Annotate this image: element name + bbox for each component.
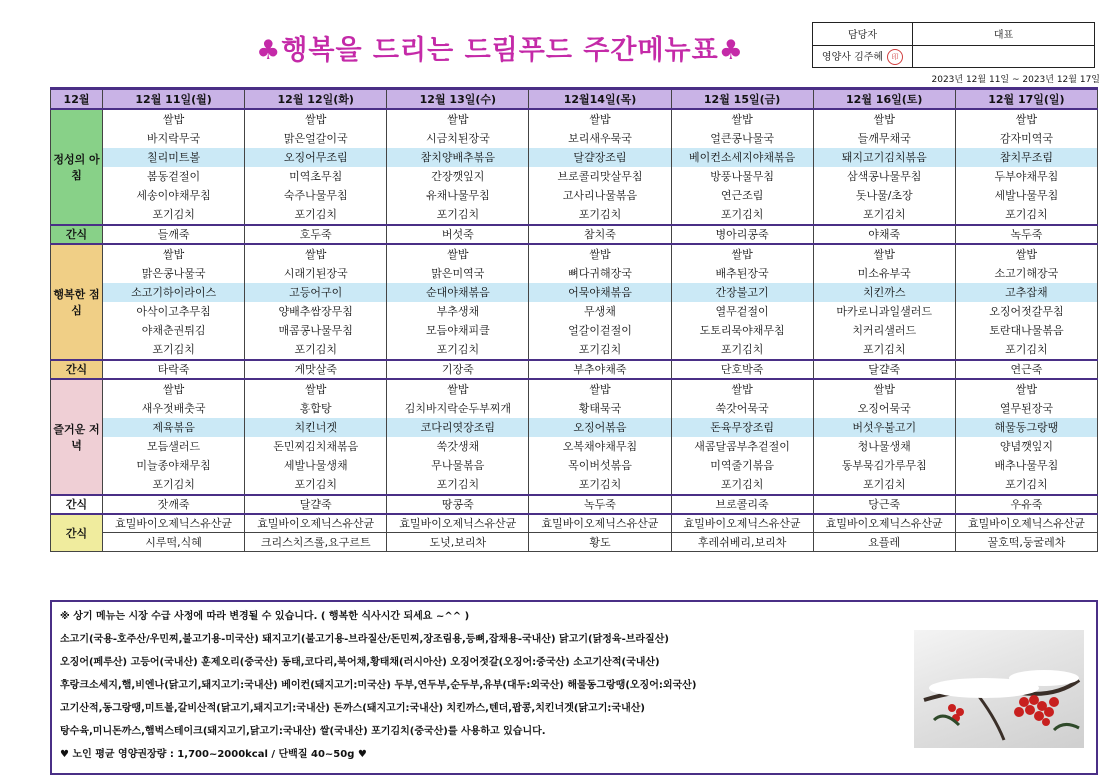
menu-item: 세송이야채무침 [136, 188, 211, 202]
weekly-menu-table [50, 87, 1098, 552]
menu-item: 바지락무국 [147, 131, 201, 145]
notice-line: ※ 상기 메뉴는 시장 수급 사정에 따라 변경될 수 있습니다. ( 행복한 식사시간 되세요 ~^^ ) [60, 611, 470, 622]
snack-cell: 녹두죽 [529, 495, 671, 514]
menu-item: 모듬샐러드 [147, 439, 201, 453]
menu-item: 미소유부국 [857, 266, 911, 280]
menu-item: 돈육무장조림 [672, 418, 813, 437]
menu-item: 세발나물생채 [283, 458, 348, 472]
meal-cell [529, 109, 671, 225]
menu-item: 쌀밥 [731, 247, 753, 261]
menu-item: 미역줄기볶음 [710, 458, 774, 472]
menu-item: 감자미역국 [999, 131, 1053, 145]
menu-item: 해물동그랑땡 [956, 418, 1097, 437]
snack-row-1 [51, 225, 1098, 244]
snack-cell: 요플레 [813, 533, 955, 552]
dinner-label: 즐거운 저녁 [51, 379, 103, 495]
breakfast-row [51, 109, 1098, 225]
seal-stamp: 印 [887, 49, 903, 65]
menu-item: 청나물생채 [857, 439, 911, 453]
meal-cell [103, 244, 245, 360]
month-header: 12월 [51, 89, 103, 109]
snack-cell: 시루떡,식혜 [103, 533, 245, 552]
menu-item: 치커리샐러드 [852, 323, 917, 337]
origin-line: 고기산적,동그랑땡,미트볼,갈비산적(닭고기,돼지고기:국내산) 돈까스(돼지고기:국내산) 치킨까스,텐더,팝콩,치킨너겟(닭고기:국내산) [60, 703, 645, 714]
menu-item: 열무된장국 [999, 401, 1053, 415]
menu-item: 부추생채 [436, 304, 480, 318]
menu-item: 삼색콩나물무침 [847, 169, 922, 183]
meal-cell [387, 379, 529, 495]
menu-item: 토란대나물볶음 [989, 323, 1064, 337]
menu-item: 열무겉절이 [715, 304, 769, 318]
menu-item: 시금치된장국 [425, 131, 490, 145]
snack-row-3 [51, 495, 1098, 514]
menu-item: 봄동겉절이 [147, 169, 201, 183]
day-header: 12월 15일(금) [671, 89, 813, 109]
snack-cell: 호두죽 [245, 225, 387, 244]
meal-cell [671, 109, 813, 225]
meal-cell [245, 109, 387, 225]
menu-item: 제육볶음 [103, 418, 244, 437]
menu-item: 포기김치 [152, 477, 195, 491]
menu-item: 새콤달콤부추겉절이 [694, 439, 790, 453]
menu-item: 모듬야채피클 [425, 323, 490, 337]
menu-item: 쌀밥 [589, 247, 611, 261]
approval-label-manager: 담당자 [813, 23, 913, 46]
snack-cell: 효밀바이오제닉스유산균 [529, 514, 671, 533]
snack-cell: 후레쉬베리,보리차 [671, 533, 813, 552]
menu-item: 배추나물무침 [994, 458, 1059, 472]
meal-cell [671, 244, 813, 360]
snack-cell: 기장죽 [387, 360, 529, 379]
snack-cell: 꿀호떡,둥굴레차 [955, 533, 1097, 552]
menu-item: 포기김치 [1005, 207, 1048, 221]
menu-item: 참치무조림 [956, 148, 1097, 167]
menu-item: 쑥갓생채 [436, 439, 480, 453]
menu-item: 숙주나물무침 [283, 188, 348, 202]
menu-item: 오징어젓갈무침 [989, 304, 1064, 318]
snack-cell: 효밀바이오제닉스유산균 [955, 514, 1097, 533]
snack-cell: 달걀죽 [245, 495, 387, 514]
menu-item: 소고기하이라이스 [103, 283, 244, 302]
meal-cell [103, 379, 245, 495]
menu-item: 치킨까스 [814, 283, 955, 302]
snack-cell: 크리스치즈롤,요구르트 [245, 533, 387, 552]
meal-cell [387, 109, 529, 225]
menu-item: 쌀밥 [731, 382, 753, 396]
menu-item: 쌀밥 [305, 112, 327, 126]
snack-label: 간식 [51, 225, 103, 244]
meal-cell [245, 379, 387, 495]
menu-item: 포기김치 [720, 342, 764, 356]
snack-cell: 참치죽 [529, 225, 671, 244]
menu-item: 포기김치 [862, 207, 906, 221]
menu-item: 브로콜리맛살무침 [557, 169, 643, 183]
menu-item: 미역초무침 [289, 169, 343, 183]
notice-box [50, 600, 1098, 775]
menu-item: 포기김치 [294, 342, 337, 356]
meal-cell [813, 379, 955, 495]
origin-line: 후랑크소세지,햄,비엔나(닭고기,돼지고기:국내산) 베이컨(돼지고기:미국산) 두부,연두부,순두부,유부(대두:외국산) 해물동그랑땡(오징어:외국산) [60, 680, 697, 691]
snack-cell: 도넛,보리차 [387, 533, 529, 552]
approval-box [812, 22, 1095, 68]
origin-line: 소고기(국용-호주산/우민찌,불고기용-미국산) 돼지고기(불고기용-브라질산/돈민찌,장조림용,등뼈,잡채용-국내산) 닭고기(닭정육-브라질산) [60, 634, 669, 645]
header-row [51, 89, 1098, 109]
menu-item: 맑은미역국 [431, 266, 485, 280]
menu-item: 미늘종야채무침 [136, 458, 211, 472]
menu-item: 포기김치 [152, 207, 195, 221]
snack-cell: 당근죽 [813, 495, 955, 514]
menu-item: 고사리나물볶음 [562, 188, 638, 202]
menu-item: 포기김치 [436, 342, 480, 356]
snack-cell: 황도 [529, 533, 671, 552]
menu-item: 두부야채무침 [994, 169, 1059, 183]
snack-cell: 부추야채죽 [529, 360, 671, 379]
menu-item: 버섯우불고기 [814, 418, 955, 437]
menu-item: 포기김치 [152, 342, 195, 356]
approval-label-ceo: 대표 [913, 23, 1095, 46]
menu-item: 간장불고기 [672, 283, 813, 302]
menu-item: 뼈다귀해장국 [568, 266, 632, 280]
winter-berries-photo [914, 630, 1084, 748]
menu-item: 오징어묵국 [857, 401, 911, 415]
snack-cell: 게맛살죽 [245, 360, 387, 379]
menu-item: 쌀밥 [162, 247, 185, 261]
menu-item: 돗나물/초장 [855, 188, 913, 202]
snack-row-4a [51, 514, 1098, 533]
snack-cell: 야채죽 [813, 225, 955, 244]
day-header: 12월14일(목) [529, 89, 671, 109]
menu-item: 쌀밥 [162, 112, 185, 126]
menu-item: 오복채야채무침 [562, 439, 638, 453]
snack-cell: 단호박죽 [671, 360, 813, 379]
meal-cell [529, 244, 671, 360]
menu-item: 쌀밥 [589, 382, 611, 396]
lunch-row [51, 244, 1098, 360]
menu-item: 소고기해장국 [994, 266, 1059, 280]
meal-cell [529, 379, 671, 495]
day-header: 12월 11일(월) [103, 89, 245, 109]
meal-cell [813, 109, 955, 225]
menu-item: 쌀밥 [873, 112, 895, 126]
menu-item: 쌀밥 [447, 247, 469, 261]
menu-item: 쌀밥 [873, 382, 895, 396]
day-header: 12월 13일(수) [387, 89, 529, 109]
menu-item: 새우젓배춧국 [141, 401, 206, 415]
snack-cell: 잣깨죽 [103, 495, 245, 514]
menu-item: 도토리묵야채무침 [699, 323, 785, 337]
menu-item: 순대야채볶음 [387, 283, 528, 302]
menu-item: 고등어구이 [245, 283, 386, 302]
menu-item: 무생채 [584, 304, 616, 318]
snack-label: 간식 [51, 360, 103, 379]
meal-cell [955, 109, 1097, 225]
menu-item: 포기김치 [862, 342, 906, 356]
menu-item: 쌀밥 [589, 112, 611, 126]
menu-item: 얼큰콩나물국 [710, 131, 774, 145]
snack-label: 간식 [51, 495, 103, 514]
snack-row-4b [51, 533, 1098, 552]
menu-item: 쌀밥 [873, 247, 895, 261]
menu-item: 돼지고기김치볶음 [814, 148, 955, 167]
meal-cell [245, 244, 387, 360]
menu-item: 달걀장조림 [529, 148, 670, 167]
menu-item: 쌀밥 [447, 382, 469, 396]
menu-item: 배추된장국 [715, 266, 769, 280]
snack-cell: 효밀바이오제닉스유산균 [103, 514, 245, 533]
menu-item: 얼갈이겉절이 [568, 323, 632, 337]
menu-item: 매콤콩나물무침 [278, 323, 353, 337]
menu-item: 쌀밥 [1015, 247, 1038, 261]
menu-item: 쌀밥 [162, 382, 185, 396]
date-range: 2023년 12월 11일 ~ 2023년 12월 17일 [931, 75, 1100, 85]
menu-item: 시래기된장국 [283, 266, 348, 280]
meal-cell [955, 379, 1097, 495]
menu-item: 돈민찌김치채볶음 [273, 439, 359, 453]
menu-item: 코다리엿장조림 [387, 418, 528, 437]
snack-cell: 우유죽 [955, 495, 1097, 514]
page-title: ♣행복을 드리는 드림푸드 주간메뉴표♣ [256, 35, 744, 66]
meal-cell [813, 244, 955, 360]
menu-item: 베이컨소세지야채볶음 [672, 148, 813, 167]
day-header: 12월 17일(일) [955, 89, 1097, 109]
menu-item: 포기김치 [720, 477, 764, 491]
menu-item: 유채나물무침 [425, 188, 490, 202]
meal-cell [671, 379, 813, 495]
breakfast-label: 정성의 아침 [51, 109, 103, 225]
menu-item: 아삭이고추무침 [136, 304, 211, 318]
menu-item: 포기김치 [578, 342, 622, 356]
menu-item: 들깨무채국 [857, 131, 911, 145]
origin-line: 탕수육,미니돈까스,햄벅스테이크(돼지고기,닭고기:국내산) 쌀(국내산) 포기김치(중국산)를 사용하고 있습니다. [60, 726, 546, 737]
snack-cell: 땅콩죽 [387, 495, 529, 514]
snack-cell: 효밀바이오제닉스유산균 [387, 514, 529, 533]
menu-item: 황태묵국 [578, 401, 622, 415]
menu-item: 포기김치 [1005, 477, 1048, 491]
snack-cell: 효밀바이오제닉스유산균 [813, 514, 955, 533]
menu-item: 고추잡채 [956, 283, 1097, 302]
menu-item: 동부묵김가루무침 [841, 458, 927, 472]
snack-cell: 버섯죽 [387, 225, 529, 244]
menu-item: 홍합탕 [299, 401, 332, 415]
menu-item: 김치바지락순두부찌개 [404, 401, 511, 415]
lunch-label: 행복한 점심 [51, 244, 103, 360]
menu-item: 양념깻잎지 [999, 439, 1053, 453]
snack-cell: 병아리콩죽 [671, 225, 813, 244]
menu-item: 오징어볶음 [529, 418, 670, 437]
snack-cell: 타락죽 [103, 360, 245, 379]
menu-item: 포기김치 [294, 207, 337, 221]
dietitian-name: 영양사 김주혜 [821, 51, 884, 63]
meal-cell [387, 244, 529, 360]
menu-item: 포기김치 [578, 477, 622, 491]
snack-cell: 연근죽 [955, 360, 1097, 379]
snack-cell: 녹두죽 [955, 225, 1097, 244]
menu-item: 포기김치 [294, 477, 337, 491]
menu-item: 포기김치 [1005, 342, 1048, 356]
origin-line: 오징어(페루산) 고등어(국내산) 훈제오리(중국산) 동태,코다리,북어채,황태채(러시아산) 오징어젓갈(오징어:중국산) 소고기산적(국내산) [60, 657, 660, 668]
menu-item: 쌀밥 [1015, 382, 1038, 396]
menu-item: 칠리미트볼 [103, 148, 244, 167]
menu-item: 쌀밥 [731, 112, 753, 126]
snack-cell: 들깨죽 [103, 225, 245, 244]
snack-cell: 달걀죽 [813, 360, 955, 379]
menu-item: 쌀밥 [447, 112, 469, 126]
snack-label: 간식 [51, 514, 103, 552]
snack-cell: 효밀바이오제닉스유산균 [671, 514, 813, 533]
day-header: 12월 16일(토) [813, 89, 955, 109]
menu-item: 포기김치 [862, 477, 906, 491]
menu-item: 맑은콩나물국 [141, 266, 206, 280]
menu-item: 보리새우묵국 [568, 131, 632, 145]
menu-item: 오징어무조림 [245, 148, 386, 167]
menu-item: 포기김치 [436, 477, 480, 491]
day-header: 12월 12일(화) [245, 89, 387, 109]
menu-item: 어묵야채볶음 [529, 283, 670, 302]
menu-item: 참치양배추볶음 [387, 148, 528, 167]
snack-cell: 효밀바이오제닉스유산균 [245, 514, 387, 533]
menu-item: 연근조림 [720, 188, 764, 202]
menu-item: 맑은얼갈이국 [283, 131, 348, 145]
meal-cell [103, 109, 245, 225]
menu-item: 치킨너겟 [245, 418, 386, 437]
menu-item: 무나물볶음 [431, 458, 485, 472]
nutrition-line: ♥ 노인 평균 영양권장량 : 1,700~2000kcal / 단백질 40~50g ♥ [60, 749, 367, 760]
menu-item: 방풍나물무침 [710, 169, 774, 183]
snack-cell: 브로콜리죽 [671, 495, 813, 514]
menu-item: 마카로니과일샐러드 [836, 304, 933, 318]
menu-item: 쌀밥 [1015, 112, 1038, 126]
snack-row-2 [51, 360, 1098, 379]
menu-item: 쑥갓어묵국 [715, 401, 769, 415]
menu-item: 양배추쌈장무침 [278, 304, 353, 318]
menu-item: 목이버섯볶음 [568, 458, 632, 472]
menu-item: 포기김치 [720, 207, 764, 221]
approval-empty [913, 45, 1095, 68]
menu-item: 포기김치 [436, 207, 480, 221]
menu-item: 쌀밥 [305, 247, 327, 261]
menu-item: 포기김치 [578, 207, 622, 221]
meal-cell [955, 244, 1097, 360]
menu-item: 세발나물무침 [994, 188, 1059, 202]
dinner-row [51, 379, 1098, 495]
menu-item: 야채춘권튀김 [141, 323, 206, 337]
approval-dietitian [813, 45, 913, 68]
menu-item: 간장깻잎지 [431, 169, 485, 183]
menu-item: 쌀밥 [305, 382, 327, 396]
